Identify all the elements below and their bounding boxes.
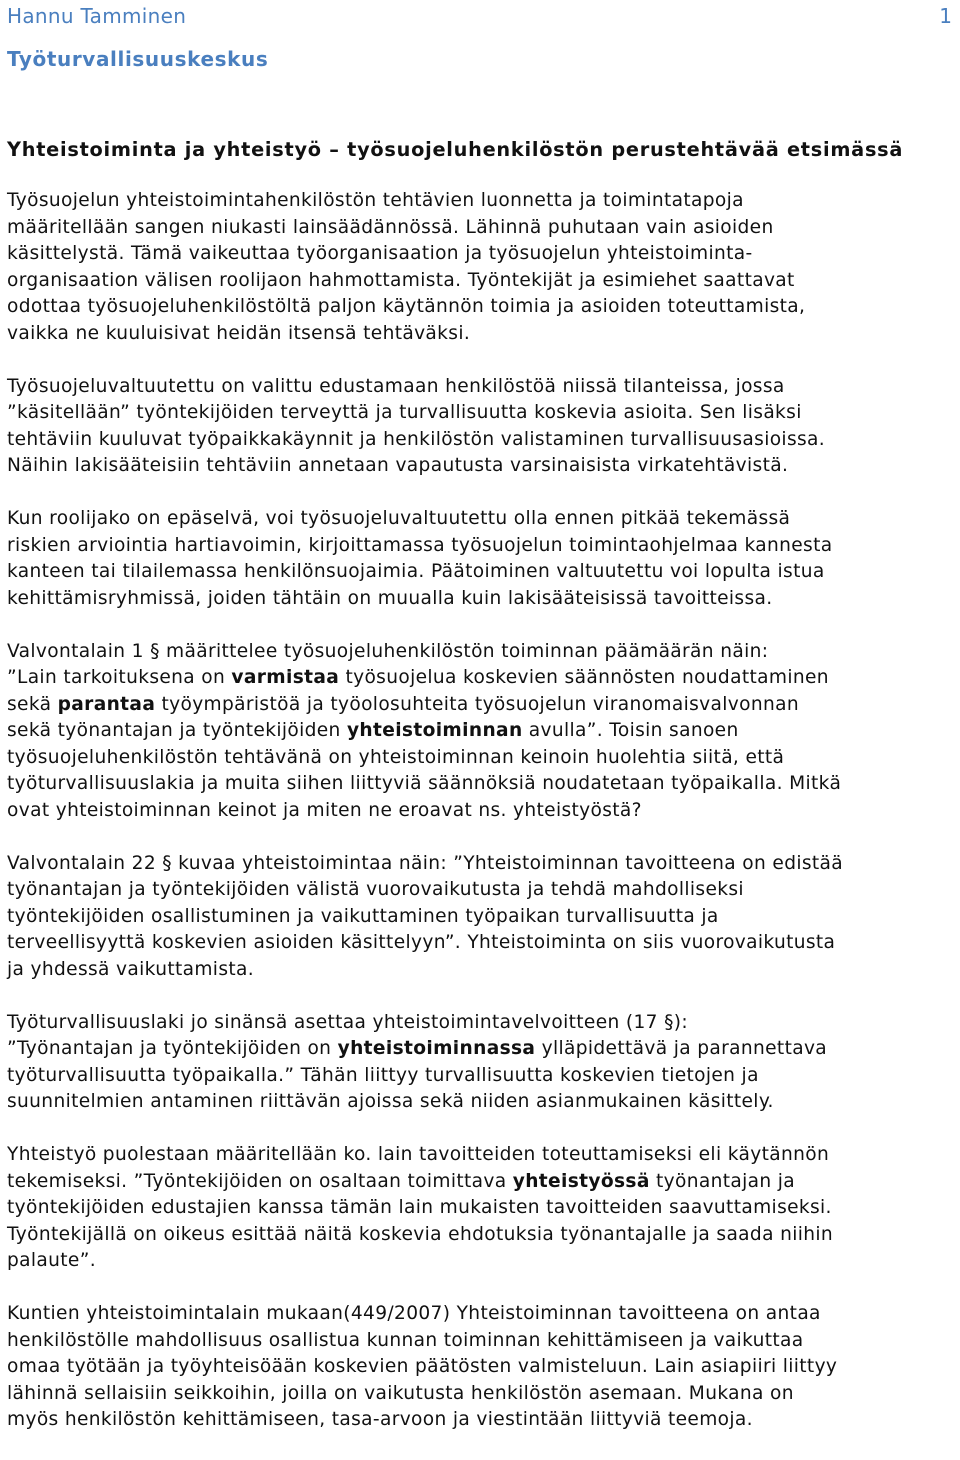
text-segment: vaikka ne kuuluisivat heidän itsensä tehtäväksi. (7, 322, 471, 344)
body-paragraph (7, 1301, 955, 1434)
text-line (7, 1065, 759, 1086)
text-line (7, 800, 642, 821)
body-paragraph (7, 639, 955, 825)
text-line (7, 1012, 688, 1033)
text-line (7, 402, 802, 423)
text-line (7, 720, 739, 741)
text-line (7, 323, 470, 344)
page-number: 1 (939, 4, 952, 28)
text-line (7, 906, 719, 927)
text-segment: Kun roolijako on epäselvä, voi työsuojeluvaltuutettu olla ennen pitkää tekemässä (7, 508, 791, 529)
text-segment: Työsuojelun yhteistoimintahenkilöstön tehtävien luonnetta ja toimintatapoja (7, 190, 744, 211)
text-segment: työntekijöiden edustajien kanssa tämän lain mukaisten tavoitteiden saavuttamiseksi. (7, 1197, 832, 1218)
text-line (7, 429, 825, 450)
text-segment: sekä työnantajan ja työntekijöiden (7, 720, 347, 741)
text-line (7, 455, 788, 476)
text-segment: ja yhdessä vaikuttamista. (7, 958, 255, 980)
emphasized-term: yhteistoiminnassa (337, 1038, 536, 1059)
text-segment: Valvontalain 1 § määrittelee työsuojeluhenkilöstön toiminnan päämäärän näin: (7, 640, 769, 662)
body-paragraph (7, 851, 955, 984)
text-line (7, 641, 768, 662)
text-segment: ylläpidettävä ja parannettava (535, 1038, 828, 1059)
text-segment: avulla”. Toisin sanoen (522, 720, 739, 741)
text-line (7, 773, 841, 794)
text-line (7, 296, 805, 317)
text-segment: henkilöstölle mahdollisuus osallistua kunnan toiminnan kehittämiseen ja vaikuttaa (7, 1329, 804, 1351)
text-line (7, 1171, 795, 1192)
text-line (7, 879, 744, 900)
body-paragraph (7, 1142, 955, 1275)
text-segment: työympäristöä ja työolosuhteita työsuojelun viranomaisvalvonnan (155, 693, 799, 715)
text-segment: Valvontalain 22 § kuvaa yhteistoimintaa näin: ”Yhteistoiminnan tavoitteena on edistää (7, 852, 844, 874)
text-segment: Työturvallisuuslaki jo sinänsä asettaa yhteistoimintavelvoitteen (17 §): (7, 1011, 688, 1033)
text-segment: tehtäviin kuuluvat työpaikkakäynnit ja henkilöstön valistaminen turvallisuusasioissa. (7, 428, 826, 450)
page-header (7, 4, 952, 30)
text-line (7, 217, 774, 238)
text-line (7, 1224, 833, 1245)
text-segment: työsuojelua koskevien säännösten noudattaminen (339, 667, 829, 688)
text-segment: työturvallisuuslakia ja muita siihen liittyviä säännöksiä noudatetaan työpaikalla. Mitkä (7, 773, 842, 794)
text-segment: organisaation välisen roolijaon hahmottamista. Työntekijät ja esimiehet saattavat (7, 269, 795, 291)
body-paragraph (7, 1010, 955, 1116)
emphasized-term: yhteistyössä (512, 1170, 650, 1192)
text-segment: kehittämisryhmissä, joiden tähtäin on muualla kuin lakisääteisissä tavoitteissa. (7, 587, 773, 609)
text-line (7, 535, 832, 556)
text-segment: työsuojeluhenkilöstön tehtävänä on yhteistoiminnan keinoin huolehtia siitä, että (7, 746, 785, 768)
text-segment: sekä (7, 693, 58, 715)
text-segment: työntekijöiden osallistuminen ja vaikuttaminen työpaikan turvallisuutta ja (7, 905, 719, 927)
text-segment: suunnitelmien antaminen riittävän ajoissa sekä niiden asianmukainen käsittely. (7, 1091, 774, 1112)
text-line (7, 1303, 821, 1324)
text-line (7, 1250, 96, 1271)
document-title: Yhteistoiminta ja yhteistyö – työsuojeluhenkilöstön perustehtävää etsimässä (7, 138, 904, 161)
text-segment: kanteen tai tilailemassa henkilönsuojaimia. Päätoiminen valtuutettu voi lopulta istua (7, 561, 825, 582)
text-line (7, 561, 825, 582)
text-line (7, 853, 843, 874)
text-segment: työnantajan ja (649, 1170, 796, 1192)
text-segment: myös henkilöstön kehittämiseen, tasa-arvoon ja viestintään liittyviä teemoja. (7, 1409, 753, 1430)
text-line (7, 959, 254, 980)
text-line (7, 1091, 774, 1112)
text-segment: riskien arviointia hartiavoimin, kirjoittamassa työsuojelun toimintaohjelmaa kannesta (7, 534, 833, 556)
text-line (7, 1144, 829, 1165)
text-segment: Työsuojeluvaltuutettu on valittu edustamaan henkilöstöä niissä tilanteissa, jossa (7, 375, 785, 397)
emphasized-term: varmistaa (231, 667, 340, 688)
emphasized-term: parantaa (57, 693, 156, 715)
text-line (7, 1038, 827, 1059)
text-segment: työnantajan ja työntekijöiden välistä vuorovaikutusta ja tehdä mahdolliseksi (7, 879, 744, 900)
text-segment: käsittelystä. Tämä vaikeuttaa työorganisaation ja työsuojelun yhteistoiminta- (7, 243, 753, 264)
text-line (7, 270, 795, 291)
body-paragraph (7, 506, 955, 612)
text-line (7, 1356, 837, 1377)
text-segment: Näihin lakisääteisiin tehtäviin annetaan vapautusta varsinaisista virkatehtävistä. (7, 455, 789, 476)
text-line (7, 1330, 804, 1351)
document-body (7, 188, 955, 1460)
text-line (7, 747, 784, 768)
text-line (7, 588, 773, 609)
text-line (7, 1383, 794, 1404)
text-segment: terveellisyyttä koskevien asioiden käsittelyyn”. Yhteistoiminta on siis vuorovaikutusta (7, 932, 836, 953)
text-segment: lähinnä sellaisiin seikkoihin, joilla on vaikutusta henkilöstön asemaan. Mukana on (7, 1382, 794, 1404)
body-paragraph (7, 188, 955, 347)
text-segment: ”Lain tarkoituksena on (7, 667, 232, 688)
text-segment: tekemiseksi. ”Työntekijöiden on osaltaan toimittava (7, 1170, 513, 1192)
text-line (7, 1197, 832, 1218)
text-line (7, 508, 790, 529)
text-segment: työturvallisuutta työpaikalla.” Tähän liittyy turvallisuutta koskevien tietojen ja (7, 1064, 759, 1086)
text-line (7, 667, 829, 688)
text-segment: palaute”. (7, 1250, 96, 1271)
organization-name: Työturvallisuuskeskus (7, 47, 269, 71)
text-line (7, 376, 785, 397)
text-segment: ”käsitellään” työntekijöiden terveyttä ja turvallisuutta koskevia asioita. Sen lisäksi (7, 402, 802, 423)
text-line (7, 932, 835, 953)
text-segment: Työntekijällä on oikeus esittää näitä koskevia ehdotuksia työnantajalle ja saada niihin (7, 1223, 834, 1245)
text-segment: ”Työnantajan ja työntekijöiden on (7, 1038, 338, 1059)
text-segment: odottaa työsuojeluhenkilöstöltä paljon käytännön toimia ja asioiden toteuttamista, (7, 296, 806, 317)
text-line (7, 243, 753, 264)
text-line (7, 190, 744, 211)
text-segment: omaa työtään ja työyhteisöään koskevien päätösten valmisteluun. Lain asiapiiri liittyy (7, 1356, 838, 1377)
emphasized-term: yhteistoiminnan (346, 720, 523, 741)
text-segment: määritellään sangen niukasti lainsäädännössä. Lähinnä puhutaan vain asioiden (7, 216, 774, 238)
body-paragraph (7, 374, 955, 480)
text-line (7, 1409, 753, 1430)
text-line (7, 694, 799, 715)
text-segment: Yhteistyö puolestaan määritellään ko. lain tavoitteiden toteuttamiseksi eli käytännön (7, 1144, 830, 1165)
text-segment: ovat yhteistoiminnan keinot ja miten ne eroavat ns. yhteistyöstä? (7, 799, 642, 821)
author-name: Hannu Tamminen (7, 4, 187, 28)
text-segment: Kuntien yhteistoimintalain mukaan(449/2007) Yhteistoiminnan tavoitteena on antaa (7, 1303, 821, 1324)
